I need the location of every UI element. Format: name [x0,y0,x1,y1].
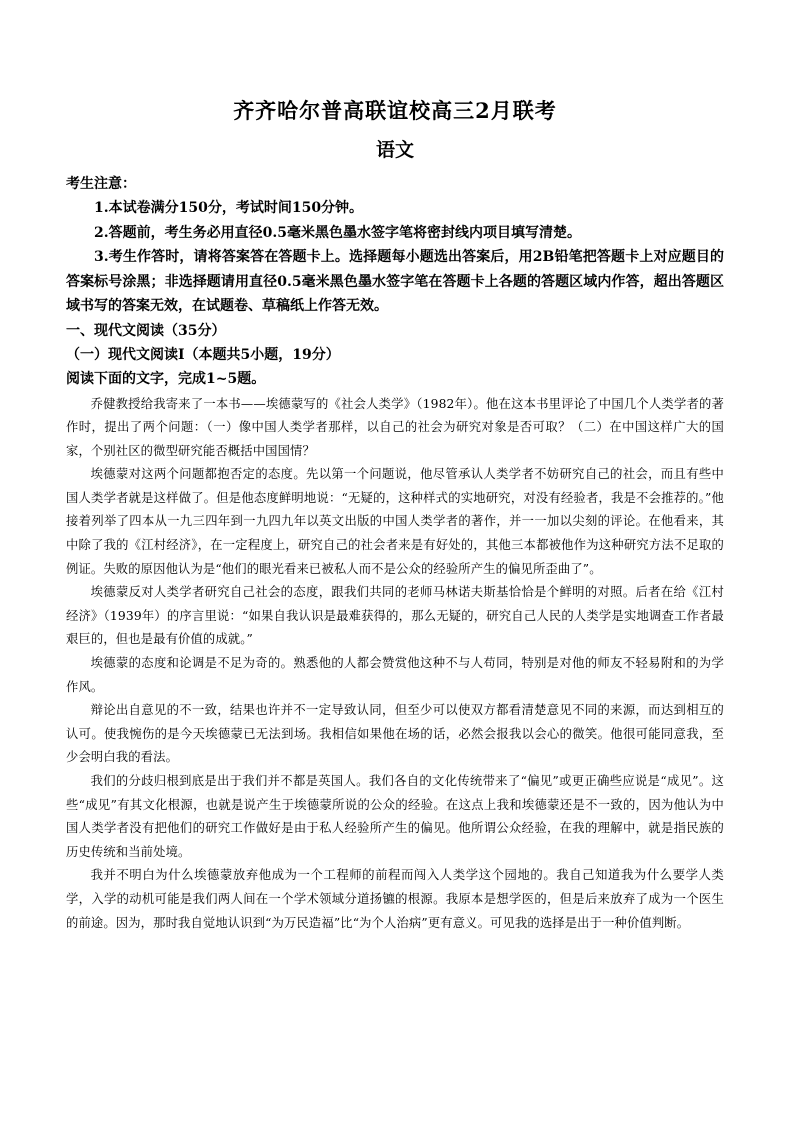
passage-paragraph: 我并不明白为什么埃德蒙放弃他成为一个工程师的前程而闯入人类学这个园地的。我自己知道我为什么要学人类学，入学的动机可能是我们两人间在一个学术领域分道扬镳的根源。我原本是想学医的，但是后来放弃了成为一个医生的前途。因为，那时我自觉地认识到“为万民造福”比“为个人治病”更有意义。可见我的选择是出于一种价值判断。 [66,868,724,930]
notice-item: 3.考生作答时，请将答案答在答题卡上。选择题每小题选出答案后，用2B铅笔把答题卡上对应题目的答案标号涂黑；非选择题请用直径0.5毫米黑色墨水签字笔在答题卡上各题的答题区域内作答，超出答题区域书写的答案无效，在试题卷、草稿纸上作答无效。 [66,249,724,314]
passage-paragraph: 埃德蒙的态度和论调是不足为奇的。熟悉他的人都会赞赏他这种不与人苟同，特别是对他的师友不轻易附和的为学作风。 [66,656,724,694]
reading-instruction: 阅读下面的文字，完成1~5题。 [66,370,266,387]
notice-heading: 考生注意： [66,176,136,192]
passage-paragraph: 埃德蒙对这两个问题都抱否定的态度。先以第一个问题说，他尽管承认人类学者不妨研究自己的社会，而且有些中国人类学者就是这样做了。但是他态度鲜明地说：“无疑的，这种样式的实地研究，对没有经验者，我是不会推荐的。”他接着列举了四本从一九三四年到一九四九年以英文出版的中国人类学者的著作，并一一加以尖刻的评论。在他看来，其中除了我的《江村经济》，在一定程度上，研究自己的社会者来是有好处的，其他三本都被他作为这种研究方法不足取的例证。失败的原因他认为是“他们的眼光看来已被私人而不是公众的经验所产生的偏见所歪曲了”。 [66,467,724,576]
notice-item: 1.本试卷满分150分，考试时间150分钟。 [94,200,364,216]
subject-title: 语文 [375,139,414,161]
passage-paragraph: 埃德蒙反对人类学者研究自己社会的态度，跟我们共同的老师马林诺夫斯基恰恰是个鲜明的对照。后者在给《江村经济》（1939年）的序言里说：“如果自我认识是最难获得的，那么无疑的，研究自己人民的人类学是实地调查工作者最艰巨的，但也是最有价值的成就。” [66,585,724,647]
passage-paragraph: 我们的分歧归根到底是出于我们并不都是英国人。我们各自的文化传统带来了“偏见”或更正确些应说是“成见”。这些“成见”有其文化根源，也就是说产生于埃德蒙所说的公众的经验。在这点上我和埃德蒙还是不一致的，因为他认为中国人类学者没有把他们的研究工作做好是由于私人经验所产生的偏见。他所谓公众经验，在我的理解中，就是指民族的历史传统和当前处境。 [66,774,724,859]
passage-paragraph: 辩论出自意见的不一致，结果也许并不一定导致认同，但至少可以使双方都看清楚意见不同的来源，而达到相互的认可。使我惋伤的是今天埃德蒙已无法到场。我相信如果他在场的话，必然会报我以会心的微笑。他很可能同意我，至少会明白我的看法。 [66,703,724,765]
passage-paragraph: 乔健教授给我寄来了一本书——埃德蒙写的《社会人类学》（1982年）。他在这本书里评论了中国几个人类学者的著作时，提出了两个问题：（一）像中国人类学者那样，以自己的社会为研究对象是否可取？（二）在中国这样广大的国家，个别社区的微型研究能否概括中国国情？ [66,396,724,458]
notice-item: 2.答题前，考生务必用直径0.5毫米黑色墨水签字笔将密封线内项目填写清楚。 [94,224,581,241]
subsection-heading: （一）现代文阅读Ⅰ（本题共5小题，19分） [66,346,340,363]
exam-title: 齐齐哈尔普高联谊校高三2月联考 [233,98,557,123]
reading-passage [66,393,724,936]
section-heading: 一、现代文阅读（35分） [66,322,226,339]
